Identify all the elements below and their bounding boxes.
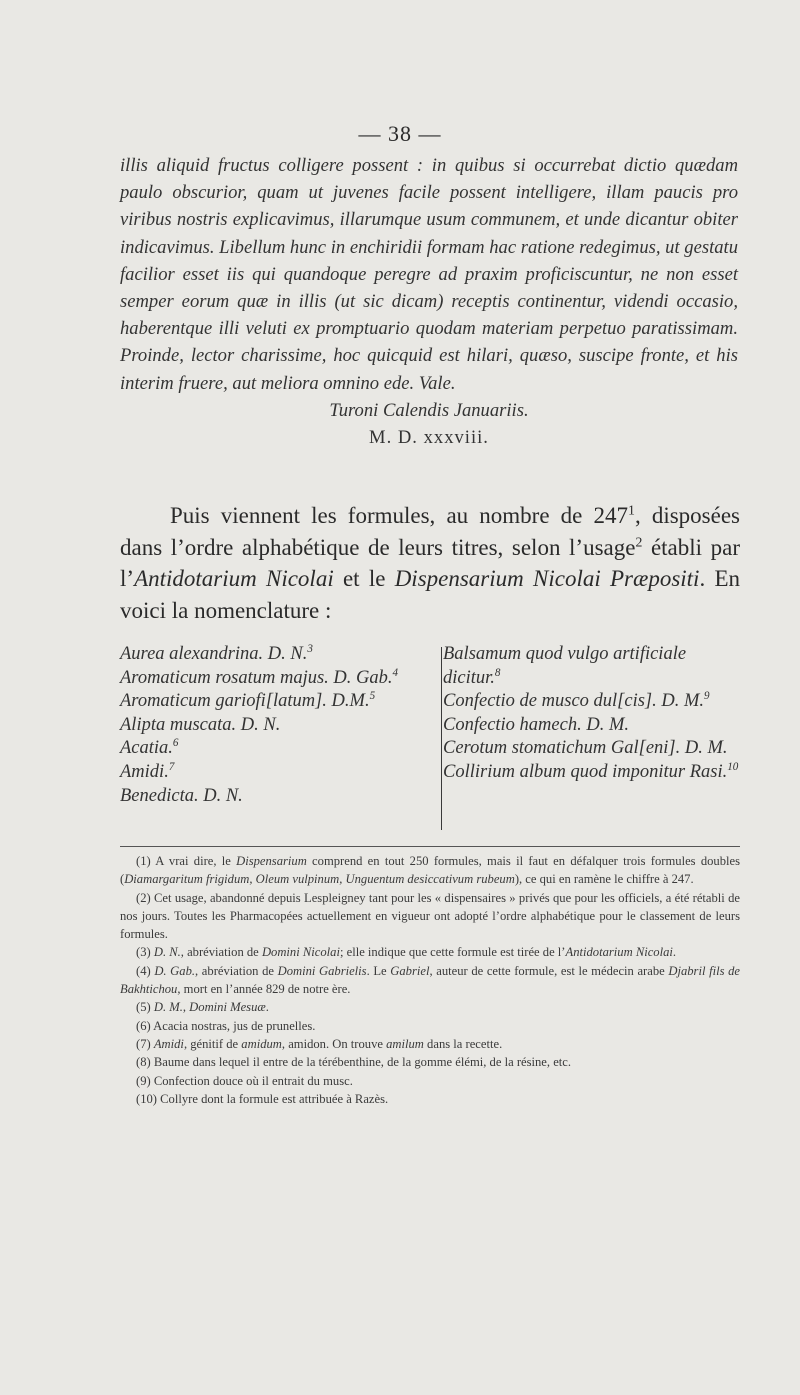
footnote-ref: 2 (635, 533, 643, 549)
footnote-text: Collyre dont la formule est attribuée à Razès. (160, 1091, 389, 1106)
footnote-ref: 9 (704, 690, 710, 703)
title-dispensarium: Dispensarium Nicolai Præpositi (394, 566, 700, 591)
formula-list (120, 643, 740, 833)
latin-preface-text (120, 152, 738, 451)
footnote-text: . (265, 1000, 269, 1015)
footnote-italic: Amidi (153, 1036, 184, 1051)
footnote-number: (9) (136, 1073, 151, 1088)
footnote-italic: Djabril fils de Bakhtichou (120, 963, 740, 997)
footnote-text: , abréviation de (195, 963, 278, 978)
formula-entry (120, 643, 420, 667)
formula-entry (120, 737, 420, 761)
latin-date: M. D. xxxviii. (369, 427, 489, 449)
footnote-ref: 3 (307, 642, 313, 655)
footnote-4 (120, 962, 740, 999)
footnote-italic: amilum (386, 1036, 424, 1051)
formula-entry (120, 714, 420, 738)
formula-name: Alipta muscata. D. N. (120, 714, 281, 735)
footnote-ref: 8 (494, 666, 501, 679)
formula-name: Aromaticum rosatum majus. D. Gab. (120, 667, 393, 688)
footnote-italic: Gabriel (390, 963, 430, 978)
footnote-10 (120, 1090, 740, 1108)
footnote-text: , auteur de cette formule, est le médecin arabe (429, 963, 669, 978)
page-number: — 38 — (358, 121, 442, 146)
footnote-text: ; elle indique que cette formule est tirée de l’ (339, 945, 566, 960)
formula-name: Amidi. (120, 761, 169, 782)
footnote-text: , génitif de (183, 1036, 242, 1051)
formula-name: Balsamum quod vulgo artificiale dicitur. (443, 644, 687, 688)
footnote-ref: 1 (628, 502, 635, 518)
footnote-9 (120, 1072, 740, 1090)
formula-name: Acatia. (120, 738, 173, 759)
footnote-italic: amidum (241, 1036, 282, 1051)
footnote-italic: Dispensarium (236, 854, 307, 868)
footnotes (120, 852, 740, 1108)
intro-text-part: Puis viennent les formules, au nombre de 247 (170, 503, 629, 528)
formula-entry (443, 714, 743, 738)
latin-paragraph: illis aliquid fructus colligere possent : in quibus si occurrebat dictio quædam paulo obscurior, quam ut juvenes facile possent intelligere, illam paucis pro viribus nostris explicavimus, illarumque usum communem, et unde dicantur obiter indicavimus. Libellum hunc in enchiridii formam hac ratione redegimus, ut gestatu facilior esset iis qui quandoque peregre ad praxim proficiscuntur, ne non esset semper eorum quæ in illis (ut sic dicam) receptis continentur, videndi occasio, haberentque illi veluti ex promptuario quodam materiam perpetuo paratissimam. Proinde, lector charissime, hoc quicquid est hilari, quæso, suscipe fronte, et his interim fruere, aut meliora omnino ede. Vale. (120, 155, 739, 394)
footnote-text: . (672, 945, 677, 960)
footnote-italic: Antidotarium Nicolai (565, 945, 673, 960)
footnote-ref: 10 (727, 760, 739, 773)
formula-entry (120, 785, 420, 809)
formula-name: Confectio de musco dul[cis]. D. M. (443, 691, 705, 712)
footnote-number: (2) (136, 890, 151, 905)
footnote-ref: 7 (168, 760, 175, 773)
footnote-number: (4) (136, 963, 151, 978)
footnote-text: A vrai dire, le (155, 854, 237, 868)
footnote-ref: 5 (369, 690, 376, 703)
footnote-number: (5) (136, 1000, 151, 1015)
formula-entry (120, 690, 420, 714)
intro-text (120, 500, 740, 626)
footnote-5 (120, 998, 740, 1016)
footnote-italic: D. N. (153, 945, 181, 960)
footnote-italic: D. M. (153, 1000, 183, 1015)
footnote-text: Confection douce où il entrait du musc. (153, 1073, 353, 1088)
formula-name: Aromaticum gariofi[latum]. D.M. (120, 691, 370, 712)
formula-name: Collirium album quod imponitur Rasi. (443, 761, 728, 782)
footnote-text: dans la recette. (423, 1036, 503, 1051)
footnote-italic: D. Gab. (154, 963, 196, 978)
formula-name: Benedicta. D. N. (120, 785, 243, 806)
footnote-number: (3) (136, 945, 151, 960)
footnote-italic: Domini Nicolai (261, 945, 340, 960)
intro-text-part: et le (333, 566, 395, 591)
footnote-separator (120, 846, 740, 847)
footnote-italic: Diamargaritum frigidum, Oleum vulpinum, Unguentum desiccativum rubeum (124, 872, 515, 887)
formula-entry (120, 761, 420, 785)
footnote-text: , (182, 1000, 190, 1015)
intro-text-part: . En voici la nomenclature : (120, 566, 741, 623)
footnote-8 (120, 1053, 740, 1071)
footnote-3 (120, 943, 740, 961)
footnote-number: (7) (136, 1036, 151, 1051)
formula-entry (443, 737, 743, 761)
footnote-italic: Domini Mesuæ (189, 1000, 266, 1015)
footnote-text: Cet usage, abandonné depuis Lespleigney tant pour les « dispensaires » privés que pour les officiels, a été rétabli de nos jours. Toutes les Pharmacopées actuellement en vigueur ont adopté l’ordre alphabétique pour le classement de leurs formules. (120, 890, 740, 942)
formula-entry (443, 643, 743, 690)
footnote-ref: 4 (392, 666, 399, 679)
footnote-1 (120, 852, 740, 889)
latin-dateline: Turoni Calendis Januariis. (329, 399, 529, 421)
footnote-text: Acacia nostras, jus de prunelles. (153, 1018, 316, 1033)
formula-entry (443, 761, 743, 785)
footnote-6 (120, 1017, 740, 1035)
formula-name: Cerotum stomatichum Gal[eni]. D. M. (443, 738, 728, 759)
intro-text-part: , disposées dans l’ordre alphabétique de leurs titres, selon l’usage (120, 503, 741, 560)
column-divider (441, 647, 442, 830)
footnote-text: ), ce qui en ramène le chiffre à 247. (514, 872, 694, 887)
footnote-italic: Domini Gabrielis (277, 963, 367, 978)
footnote-2 (120, 889, 740, 944)
footnote-text: Baume dans lequel il entre de la térébenthine, de la gomme élémi, de la résine, etc. (153, 1055, 572, 1070)
footnote-text: , mort en l’année 829 de notre ère. (177, 982, 351, 997)
formula-name: Aurea alexandrina. D. N. (120, 644, 308, 664)
footnote-text: comprend en tout 250 formules, mais il faut en défalquer trois formules doubles ( (120, 854, 740, 887)
footnote-7 (120, 1035, 740, 1053)
formula-name: Confectio hamech. D. M. (443, 714, 629, 735)
footnote-number: (1) (136, 854, 151, 868)
footnote-text: , abréviation de (180, 945, 262, 960)
intro-text-part: établi par l’ (120, 534, 740, 591)
footnote-number: (6) (136, 1018, 151, 1033)
formula-column-left (120, 643, 420, 808)
formula-entry (120, 667, 420, 691)
footnote-number: (8) (136, 1055, 151, 1070)
footnote-ref: 6 (172, 737, 179, 750)
formula-column-right (443, 643, 743, 785)
formula-entry (443, 690, 743, 714)
title-antidotarium: Antidotarium Nicolai (134, 566, 334, 591)
footnote-number: (10) (136, 1091, 157, 1106)
footnote-text: , amidon. On trouve (281, 1036, 387, 1051)
footnote-text: . Le (366, 963, 391, 978)
intro-paragraph (120, 500, 740, 626)
